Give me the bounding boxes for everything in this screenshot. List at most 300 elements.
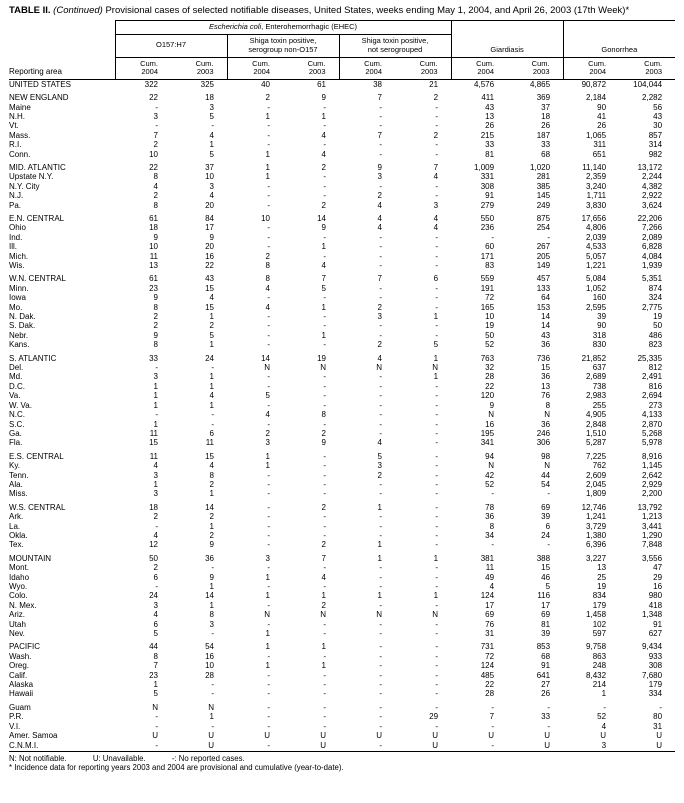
- value-cell: U: [656, 731, 663, 741]
- table-row: [9, 103, 675, 112]
- value-cell: 2,642: [642, 470, 663, 480]
- value-cell: 13,172: [637, 162, 663, 172]
- value-cell: 9: [321, 93, 326, 103]
- value-cell: 875: [536, 213, 551, 223]
- value-cell: 120: [480, 391, 495, 401]
- value-cell: 1,290: [642, 530, 663, 540]
- value-cell: -: [435, 419, 439, 429]
- value-cell: -: [323, 172, 326, 182]
- value-cell: 10: [261, 213, 270, 223]
- ehec-group-header: [115, 20, 451, 34]
- value-cell: 1: [321, 302, 326, 312]
- footnote-no-reported-cases: -: No reported cases.: [171, 753, 245, 763]
- value-cell: 37: [541, 102, 551, 112]
- value-cell: 6: [209, 428, 214, 438]
- table-row: [9, 573, 675, 582]
- value-cell: 22: [205, 261, 214, 270]
- table-row: [9, 512, 675, 521]
- value-cell: -: [267, 121, 270, 131]
- value-cell: 42: [485, 470, 495, 480]
- value-cell: 2: [321, 428, 326, 438]
- value-cell: 4,084: [642, 251, 663, 261]
- value-cell: -: [267, 489, 270, 499]
- value-cell: 5: [209, 111, 214, 121]
- value-cell: 1: [209, 140, 214, 150]
- value-cell: -: [435, 451, 439, 461]
- value-cell: -: [227, 741, 283, 752]
- value-cell: -: [211, 629, 214, 639]
- value-cell: 3: [377, 172, 382, 182]
- table-title-text: Provisional cases of selected notifiable diseases, United States, weeks ending May 1, 2004, and April 26, 2003 (17th Week)*: [105, 5, 630, 16]
- footnote-not-notifiable: N: Not notifiable.: [9, 753, 67, 763]
- value-cell: -: [267, 223, 270, 233]
- value-cell: 7: [153, 661, 158, 671]
- value-cell: 874: [648, 283, 663, 293]
- value-cell: 1: [209, 521, 214, 531]
- value-cell: 16: [205, 251, 214, 261]
- table-row: [9, 591, 675, 600]
- value-cell: 4: [265, 410, 270, 420]
- value-cell: 43: [653, 111, 663, 121]
- reporting-area-cell: S. ATLANTIC: [9, 353, 57, 363]
- value-cell: 306: [536, 438, 551, 448]
- table-row: [9, 270, 675, 283]
- table-row: [9, 172, 675, 181]
- value-cell: 47: [653, 563, 663, 573]
- value-cell: 22,206: [637, 213, 663, 223]
- footnote-incidence-note: * Incidence data for reporting years 2003 and 2004 are provisional and cumulative (year-to-date).: [9, 763, 344, 773]
- value-cell: 279: [480, 200, 495, 210]
- value-cell: 331: [480, 172, 495, 182]
- value-cell: 736: [536, 353, 551, 363]
- value-cell: 4: [153, 610, 158, 620]
- value-cell: -: [435, 670, 439, 680]
- value-cell: 4: [321, 572, 326, 582]
- value-cell: 1: [377, 591, 382, 601]
- value-cell: 81: [541, 619, 551, 629]
- value-cell: 2: [153, 140, 158, 150]
- cum-col-header-2004: Cum. 2004: [451, 57, 507, 79]
- value-cell: -: [379, 140, 382, 150]
- value-cell: 4: [153, 181, 158, 191]
- value-cell: 254: [536, 223, 551, 233]
- value-cell: 7: [377, 274, 382, 284]
- table-row: [9, 233, 675, 242]
- value-cell: 5: [153, 629, 158, 639]
- value-cell: -: [379, 479, 382, 489]
- value-cell: 5: [265, 391, 270, 401]
- value-cell: -: [379, 600, 382, 610]
- value-cell: 2: [433, 93, 439, 103]
- value-cell: -: [379, 680, 382, 690]
- value-cell: 9: [209, 232, 214, 242]
- reporting-area-cell: N. Dak.: [9, 312, 36, 322]
- value-cell: -: [211, 363, 214, 373]
- value-cell: 22: [149, 93, 158, 103]
- table-row: [9, 489, 675, 498]
- reporting-area-cell: Nebr.: [9, 330, 29, 340]
- value-cell: 1,809: [586, 489, 607, 499]
- value-cell: 1: [209, 340, 214, 350]
- value-cell: 80: [653, 712, 663, 722]
- value-cell: -: [155, 363, 158, 373]
- value-cell: 2,045: [586, 479, 607, 489]
- value-cell: 1: [433, 372, 439, 382]
- value-cell: 7,848: [642, 540, 663, 550]
- value-cell: 933: [648, 651, 663, 661]
- value-cell: 1: [153, 479, 158, 489]
- reporting-area-cell: R.I.: [9, 140, 22, 150]
- table-row: [9, 79, 675, 89]
- value-cell: 39: [597, 312, 607, 322]
- reporting-area-cell: N.C.: [9, 410, 25, 420]
- value-cell: 9: [153, 232, 158, 242]
- table-row: [9, 372, 675, 381]
- value-cell: -: [323, 461, 326, 471]
- value-cell: -: [379, 391, 382, 401]
- value-cell: N: [488, 410, 495, 420]
- value-cell: N: [376, 363, 382, 373]
- value-cell: -: [323, 181, 326, 191]
- reporting-area-cell: Tenn.: [9, 470, 29, 480]
- value-cell: 195: [480, 428, 495, 438]
- value-cell: 4: [377, 223, 382, 233]
- value-cell: -: [379, 572, 382, 582]
- value-cell: -: [323, 293, 326, 303]
- reporting-area-cell: Fla.: [9, 438, 23, 448]
- value-cell: -: [267, 530, 270, 540]
- value-cell: 160: [592, 293, 607, 303]
- value-cell: 18: [149, 502, 158, 512]
- value-cell: 1: [209, 600, 214, 610]
- reporting-area-cell: Ark.: [9, 512, 24, 522]
- value-cell: -: [323, 121, 326, 131]
- value-cell: 4: [265, 283, 270, 293]
- value-cell: 4: [377, 438, 382, 448]
- value-cell: -: [155, 582, 158, 591]
- table-row: [9, 461, 675, 470]
- table-row: [9, 331, 675, 340]
- value-cell: 267: [536, 242, 551, 252]
- value-cell: 72: [485, 651, 495, 661]
- value-cell: -: [323, 721, 326, 731]
- value-cell: 104,044: [633, 79, 663, 89]
- value-cell: -: [435, 261, 439, 270]
- value-cell: 2: [209, 479, 214, 489]
- value-cell: -: [435, 140, 439, 150]
- value-cell: 26: [541, 689, 551, 699]
- table-row: [9, 661, 675, 670]
- value-cell: 179: [648, 680, 663, 690]
- value-cell: 94: [485, 451, 495, 461]
- value-cell: U: [152, 731, 158, 741]
- value-cell: 2: [209, 530, 214, 540]
- value-cell: 14: [541, 321, 551, 331]
- value-cell: -: [435, 461, 439, 471]
- value-cell: N: [544, 461, 551, 471]
- value-cell: 43: [541, 330, 551, 340]
- value-cell: -: [379, 330, 382, 340]
- table-header: [9, 20, 675, 79]
- value-cell: U: [600, 731, 607, 741]
- value-cell: 641: [536, 670, 551, 680]
- value-cell: 25,335: [637, 353, 663, 363]
- value-cell: 36: [485, 512, 495, 522]
- value-cell: 19: [317, 353, 326, 363]
- value-cell: 22: [149, 162, 158, 172]
- table-row: [9, 563, 675, 572]
- reporting-area-cell: Ala.: [9, 479, 23, 489]
- value-cell: 54: [541, 479, 551, 489]
- value-cell: 7: [377, 130, 382, 140]
- value-cell: 2,359: [586, 172, 607, 182]
- value-cell: 11: [205, 438, 214, 448]
- value-cell: 1: [265, 591, 270, 601]
- value-cell: 1: [153, 391, 158, 401]
- reporting-area-cell: Tex.: [9, 540, 24, 550]
- value-cell: -: [435, 661, 439, 671]
- value-cell: -: [267, 340, 270, 350]
- value-cell: -: [211, 680, 214, 690]
- value-cell: 1,380: [586, 530, 607, 540]
- value-cell: -: [435, 702, 439, 712]
- value-cell: -: [267, 419, 270, 429]
- value-cell: 9,434: [642, 642, 663, 652]
- value-cell: 2,184: [586, 93, 607, 103]
- value-cell: 1: [209, 489, 214, 499]
- value-cell: 23: [149, 670, 158, 680]
- value-cell: 4: [377, 213, 382, 223]
- reporting-area-cell: Md.: [9, 372, 23, 382]
- value-cell: 15: [205, 302, 214, 312]
- reporting-area-cell: Mo.: [9, 302, 23, 312]
- value-cell: -: [323, 651, 326, 661]
- value-cell: 3,441: [642, 521, 663, 531]
- shiga-non-o157-header: [227, 34, 339, 57]
- value-cell: 1,241: [586, 512, 607, 522]
- reporting-area-cell: Ill.: [9, 242, 17, 252]
- value-cell: 9: [377, 162, 382, 172]
- value-cell: 4,865: [530, 79, 551, 89]
- value-cell: -: [267, 712, 270, 722]
- table-row: [9, 471, 675, 480]
- table-row: [9, 201, 675, 210]
- table-row: [9, 540, 675, 549]
- value-cell: 14: [317, 213, 326, 223]
- value-cell: -: [451, 741, 507, 752]
- value-cell: -: [267, 200, 270, 210]
- value-cell: U: [395, 741, 451, 752]
- value-cell: 1: [321, 642, 326, 652]
- reporting-area-cell: MOUNTAIN: [9, 553, 52, 563]
- value-cell: 246: [536, 428, 551, 438]
- table-row: [9, 629, 675, 638]
- value-cell: -: [267, 502, 270, 512]
- value-cell: 43: [485, 102, 495, 112]
- value-cell: -: [659, 702, 663, 712]
- value-cell: 2,200: [642, 489, 663, 499]
- value-cell: 627: [648, 629, 663, 639]
- value-cell: -: [211, 121, 214, 131]
- value-cell: 1: [321, 242, 326, 252]
- ehec-italic-label: Escherichia coli: [209, 21, 262, 31]
- value-cell: 4,533: [586, 242, 607, 252]
- table-row: [9, 722, 675, 731]
- value-cell: 2,689: [586, 372, 607, 382]
- value-cell: 2: [209, 321, 214, 331]
- value-cell: 24: [205, 353, 214, 363]
- value-cell: 98: [541, 451, 551, 461]
- value-cell: 4: [321, 149, 326, 159]
- value-cell: -: [435, 470, 439, 480]
- value-cell: 44: [541, 470, 551, 480]
- value-cell: 8: [153, 172, 158, 182]
- table-row: [9, 522, 675, 531]
- value-cell: 4: [209, 130, 214, 140]
- footnotes: [9, 754, 675, 773]
- value-cell: 46: [541, 572, 551, 582]
- value-cell: 18: [205, 93, 214, 103]
- value-cell: 4: [433, 223, 439, 233]
- value-cell: 1: [265, 162, 270, 172]
- value-cell: 76: [485, 619, 495, 629]
- value-cell: 2: [433, 130, 439, 140]
- value-cell: 486: [648, 330, 663, 340]
- reporting-area-cell: Ky.: [9, 461, 20, 471]
- value-cell: 1,020: [530, 162, 551, 172]
- value-cell: -: [379, 530, 382, 540]
- value-cell: 4,133: [642, 410, 663, 420]
- value-cell: 44: [149, 642, 158, 652]
- value-cell: 69: [485, 610, 495, 620]
- value-cell: -: [323, 340, 326, 350]
- value-cell: -: [435, 181, 439, 191]
- value-cell: U: [264, 731, 270, 741]
- giardiasis-header: [451, 34, 563, 57]
- reporting-area-cell: N.Y. City: [9, 181, 40, 191]
- value-cell: -: [115, 741, 171, 752]
- value-cell: 411: [481, 93, 495, 103]
- value-cell: 4: [601, 721, 607, 731]
- value-cell: 52: [485, 479, 495, 489]
- value-cell: -: [323, 140, 326, 150]
- value-cell: 4,576: [474, 79, 495, 89]
- value-cell: 2,929: [642, 479, 663, 489]
- reporting-area-cell: Amer. Samoa: [9, 731, 58, 741]
- value-cell: U: [488, 731, 495, 741]
- value-cell: N: [152, 702, 158, 712]
- reporting-area-cell: Maine: [9, 102, 31, 112]
- value-cell: 314: [648, 140, 663, 150]
- value-cell: 5: [209, 149, 214, 159]
- value-cell: -: [435, 489, 439, 499]
- table-row: [9, 191, 675, 200]
- value-cell: -: [547, 540, 551, 550]
- value-cell: -: [379, 629, 382, 639]
- value-cell: 11: [149, 251, 158, 261]
- value-cell: -: [267, 689, 270, 699]
- value-cell: 84: [205, 213, 214, 223]
- value-cell: 823: [648, 340, 663, 350]
- reporting-area-cell: Miss.: [9, 489, 28, 499]
- value-cell: 7,225: [586, 451, 607, 461]
- value-cell: 124: [480, 591, 495, 601]
- value-cell: 14: [205, 502, 214, 512]
- value-cell: -: [379, 670, 382, 680]
- value-cell: 64: [541, 293, 551, 303]
- value-cell: 24: [149, 591, 158, 601]
- value-cell: 1: [209, 372, 214, 382]
- reporting-area-cell: Guam: [9, 702, 31, 712]
- table-row: [9, 210, 675, 223]
- value-cell: 1,348: [642, 610, 663, 620]
- value-cell: -: [435, 428, 439, 438]
- value-cell: -: [267, 242, 270, 252]
- value-cell: 50: [653, 321, 663, 331]
- table-row: [9, 610, 675, 619]
- value-cell: 61: [149, 213, 158, 223]
- value-cell: -: [435, 242, 439, 252]
- value-cell: N: [376, 610, 382, 620]
- reporting-area-cell: Okla.: [9, 530, 28, 540]
- value-cell: N: [320, 363, 326, 373]
- value-cell: -: [323, 400, 326, 410]
- value-cell: 1: [265, 629, 270, 639]
- value-cell: 1: [209, 381, 214, 391]
- reporting-area-cell: Nev.: [9, 629, 25, 639]
- value-cell: 324: [648, 293, 663, 303]
- value-cell: 1,009: [474, 162, 495, 172]
- value-cell: -: [323, 521, 326, 531]
- value-cell: 4: [433, 172, 439, 182]
- value-cell: 12: [149, 540, 158, 550]
- value-cell: 6: [153, 572, 158, 582]
- value-cell: 341: [480, 438, 495, 448]
- value-cell: 19: [485, 321, 495, 331]
- value-cell: -: [435, 502, 439, 512]
- value-cell: 2: [209, 512, 214, 522]
- cum-col-header-2003: Cum. 2003: [619, 57, 675, 79]
- value-cell: 1,065: [586, 130, 607, 140]
- value-cell: -: [323, 479, 326, 489]
- reporting-area-cell: N.H.: [9, 111, 25, 121]
- value-cell: 10: [149, 242, 158, 252]
- value-cell: 7: [377, 93, 382, 103]
- value-cell: -: [267, 479, 270, 489]
- value-cell: 15: [149, 438, 158, 448]
- value-cell: 1,213: [642, 512, 663, 522]
- value-cell: -: [379, 293, 382, 303]
- value-cell: -: [435, 680, 439, 690]
- value-cell: 4: [265, 302, 270, 312]
- value-cell: 91: [653, 619, 663, 629]
- table-row: [9, 261, 675, 270]
- table-row: [9, 652, 675, 661]
- value-cell: 56: [653, 102, 663, 112]
- reporting-area-cell: Ga.: [9, 428, 22, 438]
- value-cell: N: [264, 610, 270, 620]
- value-cell: 33: [541, 140, 551, 150]
- table-row: [9, 303, 675, 312]
- value-cell: 5,287: [586, 438, 607, 448]
- value-cell: 5: [153, 689, 158, 699]
- table-row: [9, 689, 675, 698]
- value-cell: 19: [597, 582, 607, 591]
- value-cell: -: [155, 712, 158, 722]
- value-cell: 2,089: [642, 232, 663, 242]
- value-cell: 4: [153, 530, 158, 540]
- group-header-row: [9, 20, 675, 34]
